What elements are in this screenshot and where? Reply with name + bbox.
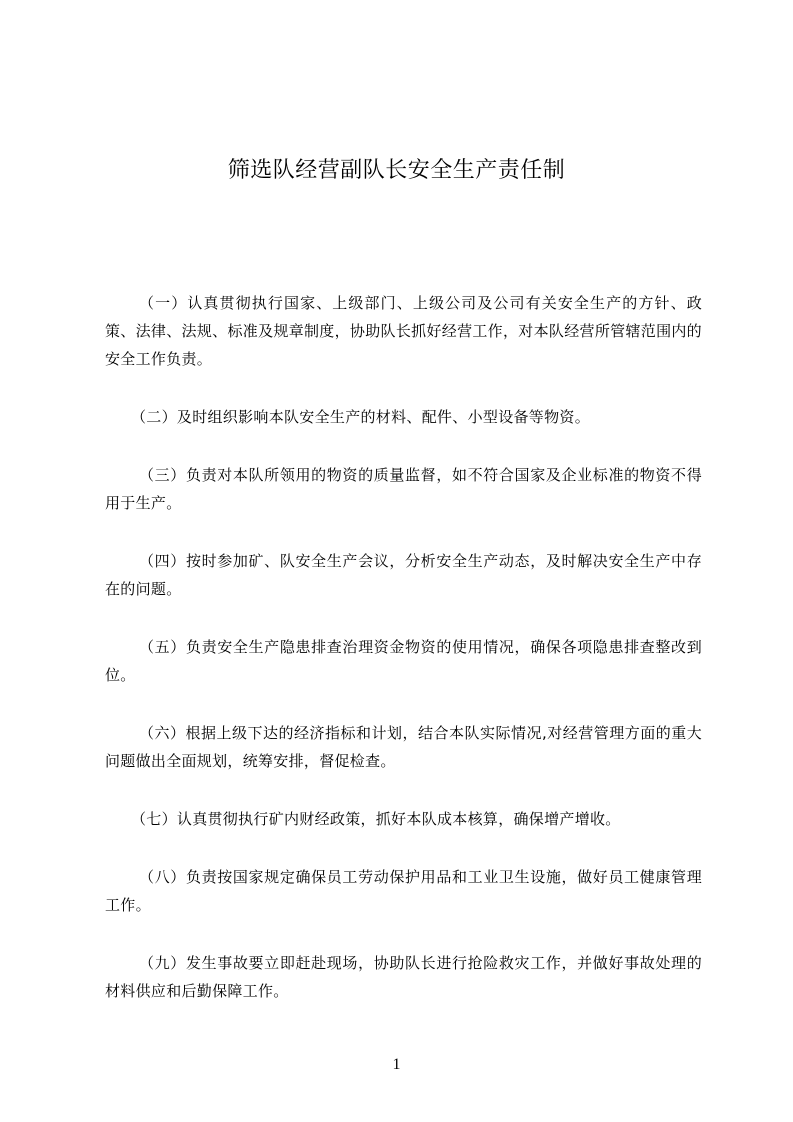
paragraph-1: （一）认真贯彻执行国家、上级部门、上级公司及公司有关安全生产的方针、政策、法律、法规、标准及规章制度，协助队长抓好经营工作，对本队经营所管辖范围内的安全工作负责。 <box>105 294 702 368</box>
paragraph-2: （二）及时组织影响本队安全生产的材料、配件、小型设备等物资。 <box>131 408 591 426</box>
paragraph-7: （七）认真贯彻执行矿内财经政策，抓好本队成本核算，确保增产增收。 <box>131 810 621 828</box>
paragraph-8: （八）负责按国家规定确保员工劳动保护用品和工业卫生设施，做好员工健康管理工作。 <box>105 868 702 914</box>
page-number: 1 <box>392 1056 401 1073</box>
paragraph-5: （五）负责安全生产隐患排查治理资金物资的使用情况，确保各项隐患排查整改到位。 <box>105 638 702 684</box>
paragraph-9: （九）发生事故要立即赶赴现场，协助队长进行抢险救灾工作，并做好事故处理的材料供应和后勤保障工作。 <box>105 954 702 1000</box>
paragraph-3: （三）负责对本队所领用的物资的质量监督，如不符合国家及企业标准的物资不得用于生产。 <box>105 466 702 512</box>
document-title: 筛选队经营副队长安全生产责任制 <box>227 157 566 183</box>
document-body <box>105 289 702 1035</box>
paragraph-6: （六）根据上级下达的经济指标和计划，结合本队实际情况,对经营管理方面的重大问题做出全面规划，统筹安排，督促检查。 <box>105 724 702 770</box>
paragraph-4: （四）按时参加矿、队安全生产会议，分析安全生产动态，及时解决安全生产中存在的问题。 <box>105 552 702 598</box>
